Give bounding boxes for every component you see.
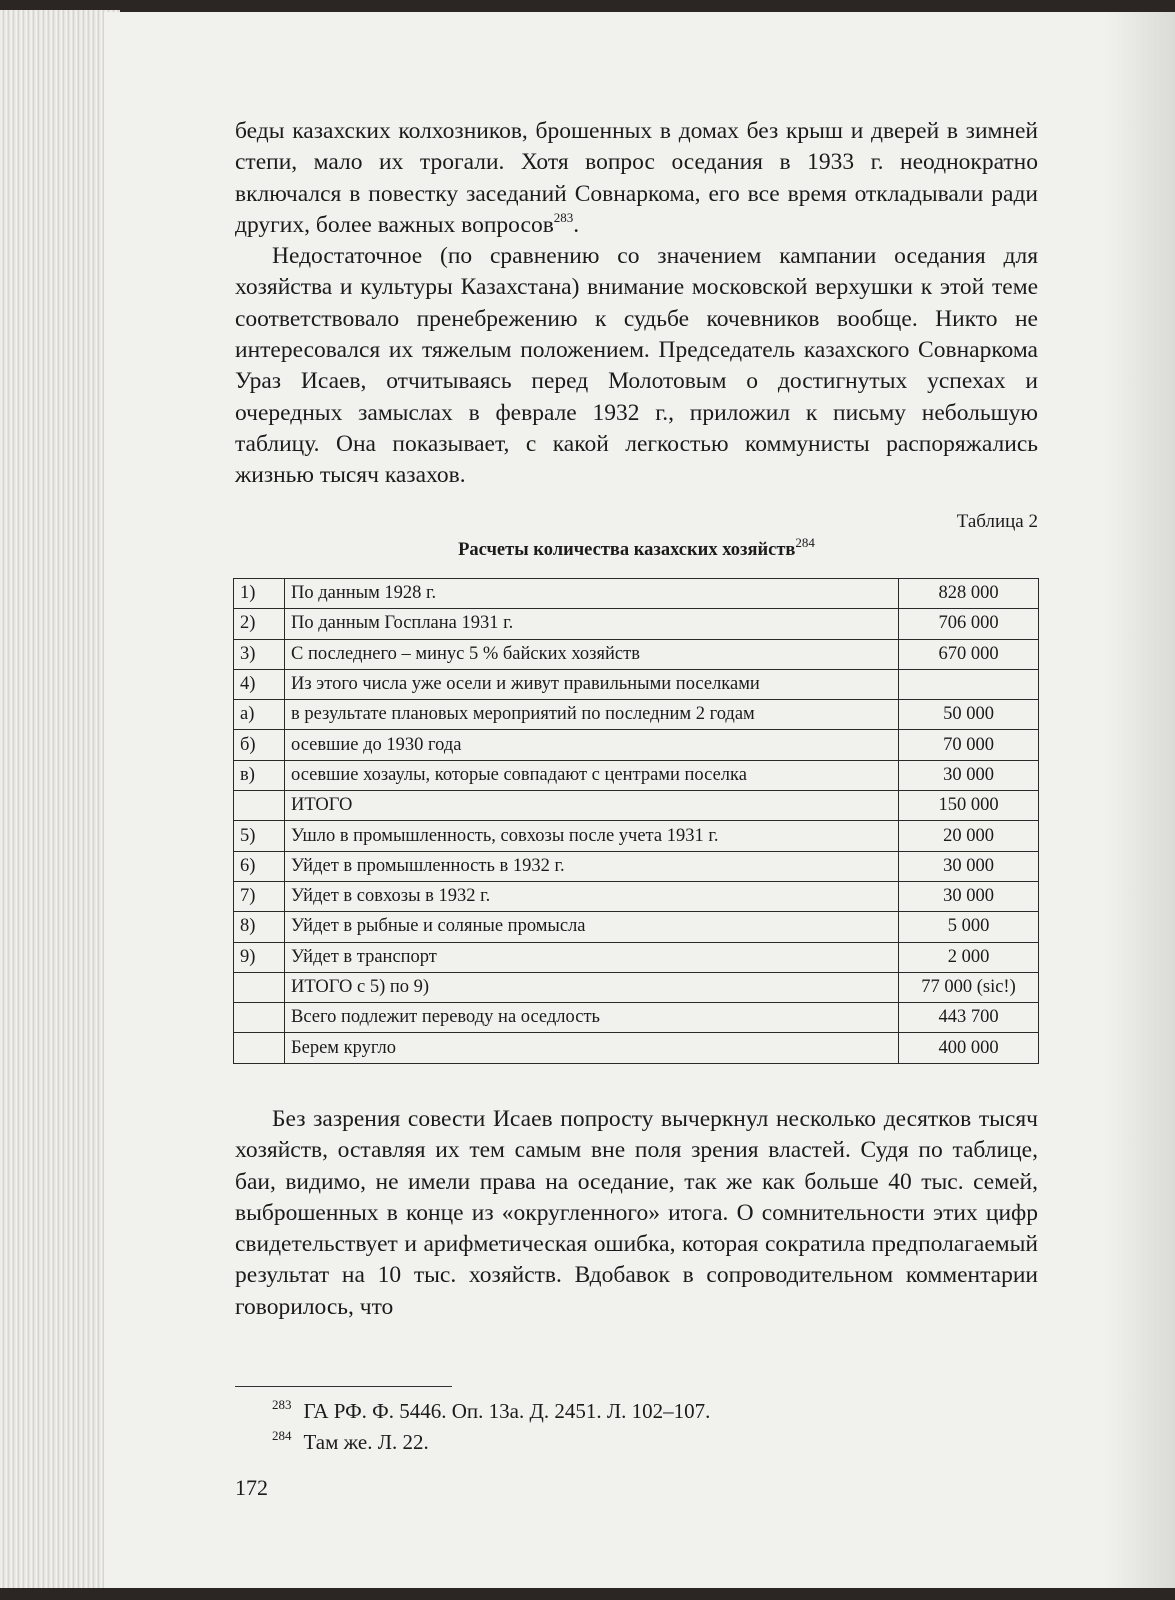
row-number-cell: 7) xyxy=(234,881,285,911)
table-row xyxy=(234,1003,1039,1033)
table-row xyxy=(234,639,1039,669)
footnote-ref-284: 284 xyxy=(795,534,815,550)
row-number-cell: а) xyxy=(234,700,285,730)
table-row xyxy=(234,669,1039,699)
footnote-ref-283: 283 xyxy=(553,210,574,226)
row-number-cell: 8) xyxy=(234,912,285,942)
table-row xyxy=(234,1033,1039,1063)
households-table-body xyxy=(234,579,1039,1064)
row-number-cell xyxy=(234,1003,285,1033)
footnote-284 xyxy=(272,1430,429,1455)
footnote-283 xyxy=(272,1399,710,1424)
row-value-cell: 443 700 xyxy=(899,1003,1039,1033)
row-number-cell: 9) xyxy=(234,942,285,972)
table-row xyxy=(234,791,1039,821)
table-label: Таблица 2 xyxy=(956,511,1038,532)
row-description-cell: осевшие до 1930 года xyxy=(285,730,899,760)
row-number-cell: 5) xyxy=(234,821,285,851)
table-row xyxy=(234,730,1039,760)
row-value-cell: 77 000 (sic!) xyxy=(899,972,1039,1002)
row-number-cell: в) xyxy=(234,760,285,790)
row-description-cell: Из этого числа уже осели и живут правильными поселками xyxy=(285,669,899,699)
row-value-cell: 30 000 xyxy=(899,760,1039,790)
book-page-edges xyxy=(0,10,120,1600)
row-description-cell: Уйдет в промышленность в 1932 г. xyxy=(285,851,899,881)
table-row xyxy=(234,760,1039,790)
paragraph-1 xyxy=(235,116,1038,492)
page-number: 172 xyxy=(235,1475,268,1500)
table-row xyxy=(234,579,1039,609)
table-row xyxy=(234,700,1039,730)
row-description-cell: ИТОГО xyxy=(285,791,899,821)
page-gutter-shadow xyxy=(1105,12,1175,1590)
row-value-cell: 30 000 xyxy=(899,851,1039,881)
footnote-text: Там же. Л. 22. xyxy=(303,1430,429,1454)
table-title-text: Расчеты количества казахских хозяйств xyxy=(458,540,796,560)
row-number-cell: б) xyxy=(234,730,285,760)
row-value-cell: 50 000 xyxy=(899,700,1039,730)
row-description-cell: По данным 1928 г. xyxy=(285,579,899,609)
table-row xyxy=(234,821,1039,851)
row-value-cell: 70 000 xyxy=(899,730,1039,760)
paragraph-1-end: . xyxy=(573,211,580,238)
row-number-cell: 4) xyxy=(234,669,285,699)
row-description-cell: Всего подлежит переводу на оседлость xyxy=(285,1003,899,1033)
paragraph-1-text: беды казахских колхозников, брошенных в домах без крыш и дверей в зимней степи, мало их трогали. Хотя вопрос оседания в 1933 г. неоднократно включался в повестку заседаний Совнаркома, его все время откладывали ради других, более важных вопросов xyxy=(235,118,1038,238)
footnote-number: 283 xyxy=(272,1397,292,1412)
row-value-cell: 2 000 xyxy=(899,942,1039,972)
row-description-cell: ИТОГО с 5) по 9) xyxy=(285,972,899,1002)
row-value-cell: 20 000 xyxy=(899,821,1039,851)
table-title xyxy=(235,534,1038,561)
row-number-cell xyxy=(234,791,285,821)
paragraph-2: Недостаточное (по сравнению со значением кампании оседания для хозяйства и культуры Казахстана) внимание московской верхушки к этой теме соответствовало пренебрежению к судьбе кочевников вообще. Никто не интересовался их тяжелым положением. Председатель казахского Совнаркома Ураз Исаев, отчитываясь перед Молотовым о достигнутых успехах и очередных замыслах в феврале 1932 г., приложил к письму небольшую таблицу. Она показывает, с какой легкостью коммунисты распоряжались жизнью тысяч казахов. xyxy=(235,243,1038,489)
paragraph-3-block xyxy=(235,1104,1038,1323)
row-value-cell: 30 000 xyxy=(899,881,1039,911)
table-row xyxy=(234,972,1039,1002)
row-number-cell: 3) xyxy=(234,639,285,669)
row-number-cell xyxy=(234,1033,285,1063)
table-row xyxy=(234,912,1039,942)
row-description-cell: Уйдет в совхозы в 1932 г. xyxy=(285,881,899,911)
table-row xyxy=(234,942,1039,972)
footnote-text: ГА РФ. Ф. 5446. Оп. 13а. Д. 2451. Л. 102–107. xyxy=(303,1399,711,1423)
row-number-cell: 6) xyxy=(234,851,285,881)
table-row xyxy=(234,851,1039,881)
row-value-cell: 670 000 xyxy=(899,639,1039,669)
row-value-cell: 150 000 xyxy=(899,791,1039,821)
row-value-cell: 828 000 xyxy=(899,579,1039,609)
row-description-cell: осевшие хозаулы, которые совпадают с центрами поселка xyxy=(285,760,899,790)
row-description-cell: Ушло в промышленность, совхозы после учета 1931 г. xyxy=(285,821,899,851)
scan-bottom-border xyxy=(0,1588,1175,1600)
row-value-cell: 706 000 xyxy=(899,609,1039,639)
row-value-cell xyxy=(899,669,1039,699)
footnote-divider xyxy=(235,1386,452,1387)
footnote-number: 284 xyxy=(272,1428,292,1443)
row-number-cell: 1) xyxy=(234,579,285,609)
row-number-cell xyxy=(234,972,285,1002)
row-description-cell: Уйдет в рыбные и соляные промысла xyxy=(285,912,899,942)
paragraph-3: Без зазрения совести Исаев попросту вычеркнул несколько десятков тысяч хозяйств, оставляя их тем самым вне поля зрения властей. Судя по таблице, баи, видимо, не имели права на оседание, так же как больше 40 тыс. семей, выброшенных в конце из «округленного» итога. О сомнительности этих цифр свидетельствует и арифметическая ошибка, которая сократила предполагаемый результат на 10 тыс. хозяйств. Вдобавок в сопроводительном комментарии говорилось, что xyxy=(235,1106,1038,1320)
table-row xyxy=(234,609,1039,639)
row-number-cell: 2) xyxy=(234,609,285,639)
households-table xyxy=(233,578,1039,1064)
row-description-cell: Уйдет в транспорт xyxy=(285,942,899,972)
row-description-cell: в результате плановых мероприятий по последним 2 годам xyxy=(285,700,899,730)
row-description-cell: Берем кругло xyxy=(285,1033,899,1063)
row-description-cell: С последнего – минус 5 % байских хозяйств xyxy=(285,639,899,669)
row-value-cell: 400 000 xyxy=(899,1033,1039,1063)
row-value-cell: 5 000 xyxy=(899,912,1039,942)
row-description-cell: По данным Госплана 1931 г. xyxy=(285,609,899,639)
table-row xyxy=(234,881,1039,911)
